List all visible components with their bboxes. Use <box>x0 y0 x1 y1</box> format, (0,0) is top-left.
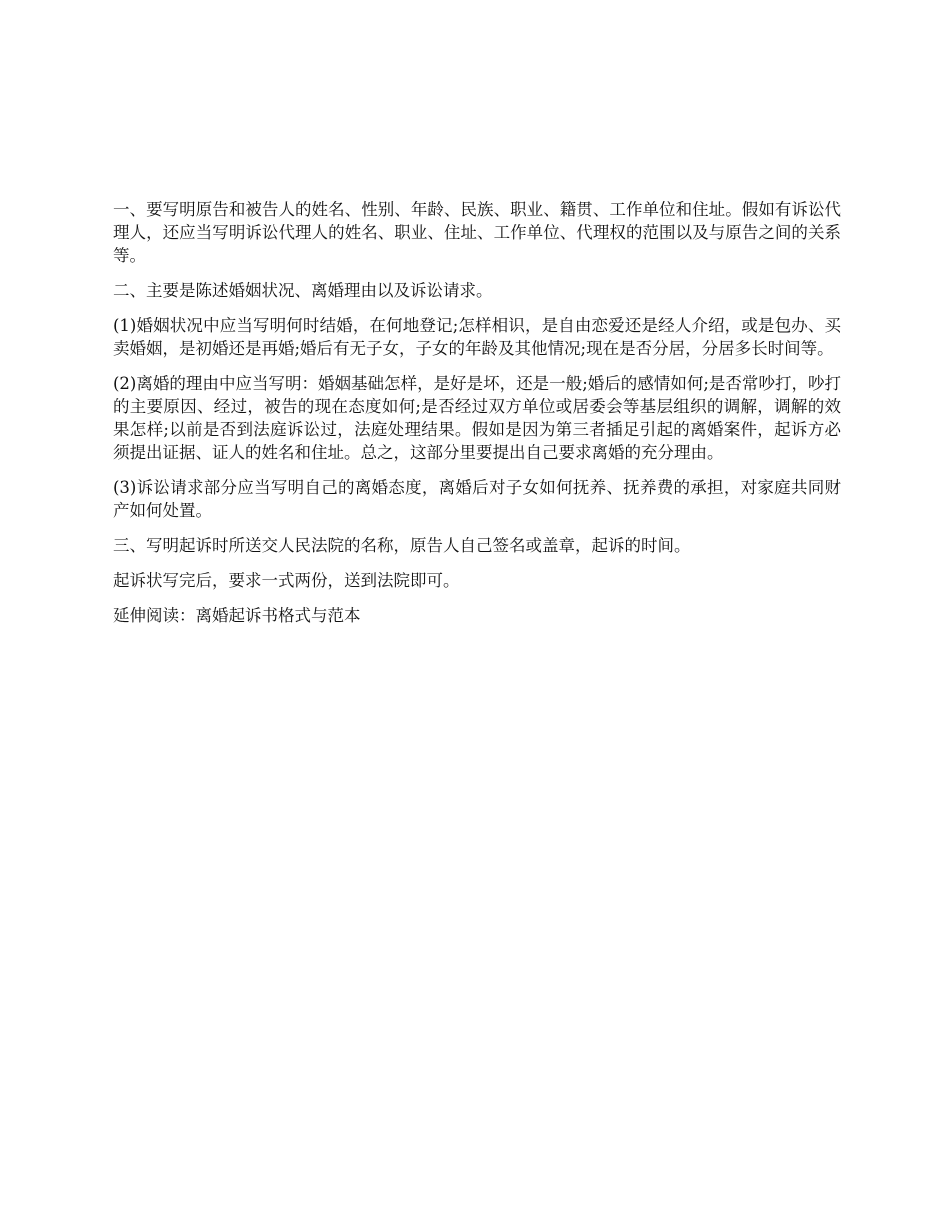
document-body <box>113 198 841 639</box>
paragraph-litigation-request: (3)诉讼请求部分应当写明自己的离婚态度，离婚后对子女如何抚养、抚养费的承担，对家庭共同财产如何处置。 <box>113 478 841 520</box>
paragraph-marriage-status: (1)婚姻状况中应当写明何时结婚，在何地登记;怎样相识，是自由恋爱还是经人介绍，或是包办、买卖婚姻，是初婚还是再婚;婚后有无子女，子女的年龄及其他情况;现在是否分居，分居多长时间等。 <box>113 316 841 358</box>
paragraph-court-submission: 三、写明起诉时所送交人民法院的名称，原告人自己签名或盖章，起诉的时间。 <box>113 536 691 555</box>
paragraph-party-info: 一、要写明原告和被告人的姓名、性别、年龄、民族、职业、籍贯、工作单位和住址。假如有诉讼代理人，还应当写明诉讼代理人的姓名、职业、住址、工作单位、代理权的范围以及与原告之间的关系等。 <box>113 200 841 265</box>
paragraph-main-content: 二、主要是陈述婚姻状况、离婚理由以及诉讼请求。 <box>113 281 493 300</box>
paragraph-further-reading: 延伸阅读：离婚起诉书格式与范本 <box>113 606 361 625</box>
paragraph-copies-note: 起诉状写完后，要求一式两份，送到法院即可。 <box>113 571 460 590</box>
paragraph-divorce-reasons: (2)离婚的理由中应当写明：婚姻基础怎样，是好是坏，还是一般;婚后的感情如何;是否常吵打，吵打的主要原因、经过，被告的现在态度如何;是否经过双方单位或居委会等基层组织的调解，调解的效果怎样;以前是否到法庭诉讼过，法庭处理结果。假如是因为第三者插足引起的离婚案件，起诉方必须提出证据、证人的姓名和住址。总之，这部分里要提出自己要求离婚的充分理由。 <box>113 374 841 462</box>
